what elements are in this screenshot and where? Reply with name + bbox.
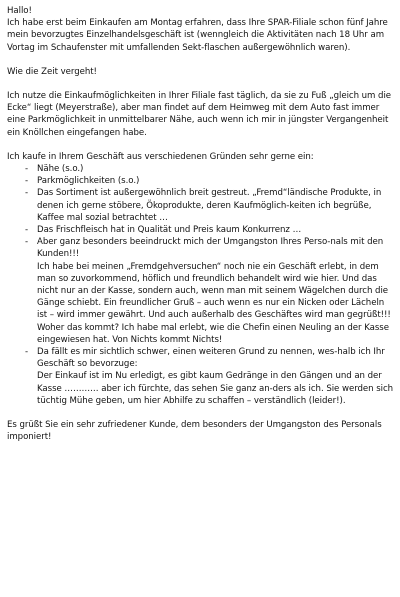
reasons-list — [7, 163, 395, 407]
list-item-text: Da fällt es mir sichtlich schwer, einen weiteren Grund zu nennen, wes-halb ich Ihr Geschäft so bevorzuge: — [37, 347, 385, 370]
list-item — [7, 224, 395, 236]
list-item — [7, 163, 395, 175]
list-item — [7, 187, 395, 224]
intro-paragraph: Ich habe erst beim Einkaufen am Montag erfahren, dass Ihre SPAR-Filiale schon fünf Jahre mein bevorzugtes Einzelhandelsgeschäft ist (wenngleich die Aktivitäten nach 18 Uhr am Vortag im Schaufenster mit umfallenden Sekt-flaschen außergewöhnlich waren). — [7, 18, 391, 53]
list-item-text: Das Frischfleisch hat in Qualität und Preis kaum Konkurrenz … — [37, 225, 302, 236]
usage-paragraph: Ich nutze die Einkaufmöglichkeiten in Ihrer Filiale fast täglich, da sie zu Fuß „gleich um die Ecke“ liegt (Meyerstraße), aber man findet auf dem Heimweg mit dem Auto fast immer eine Parkmöglichkeit in unmittelbarer Nähe, auch wenn ich mir in jüngster Vergangenheit ein Knöllchen eingefangen habe. — [7, 91, 394, 138]
list-item — [7, 175, 395, 187]
time-remark: Wie die Zeit vergeht! — [7, 66, 97, 77]
list-item-text: Das Sortiment ist außergewöhnlich breit gestreut. „Fremd“ländische Produkte, in denen ich gerne stöbere, Ökoprodukte, deren Kaufmöglich-keiten ich begrüße, Kaffee mal sozial betrachtet … — [37, 188, 382, 223]
bullet-dash: - — [25, 347, 29, 358]
list-item — [7, 346, 395, 407]
greeting: Hallo! — [7, 6, 32, 16]
list-item-detail: Ich habe bei meinen „Fremdgehversuchen“ noch nie ein Geschäft erlebt, in dem man so zuvorkommend, höflich und freundlich behandelt wird wie hier. Und das nicht nur an der Kasse, sondern auch, wenn man mit seinem Wägelchen durch die Gänge schiebt. Ein freundlicher Gruß – auch wenn es nur ein Nicken oder Lächeln ist – wird immer gewährt. Und auch außerhalb des Geschäftes wird man gegrüßt!!! Woher das kommt? Ich habe mal erlebt, wie die Chefin einen Neuling an der Kasse eingewiesen hat. Von Nichts kommt Nichts! — [37, 261, 394, 345]
spacer — [7, 78, 395, 90]
list-item-text: Aber ganz besonders beeindruckt mich der Umgangston Ihres Perso-nals mit den Kunden!!! — [37, 237, 384, 260]
reasons-intro: Ich kaufe in Ihrem Geschäft aus verschiedenen Gründen sehr gerne ein: — [7, 151, 314, 162]
spacer — [7, 54, 395, 66]
bullet-dash: - — [25, 188, 29, 199]
list-item-text: Nähe (s.o.) — [37, 164, 84, 175]
bullet-dash: - — [25, 164, 29, 175]
closing-paragraph: Es grüßt Sie ein sehr zufriedener Kunde, dem besonders der Umgangston des Personals imponiert! — [7, 420, 385, 443]
list-item-detail: Der Einkauf ist im Nu erledigt, es gibt kaum Gedränge in den Gängen und an der Kasse ………… aber ich fürchte, das sehen Sie ganz an-ders als ich. Sie werden sich tüchtig Mühe geben, um hier Abhilfe zu schaffen – verständlich (leider!). — [37, 371, 396, 406]
spacer — [7, 407, 395, 419]
bullet-dash: - — [25, 176, 29, 187]
spacer — [7, 139, 395, 151]
bullet-dash: - — [25, 225, 29, 236]
list-item — [7, 236, 395, 346]
letter-body — [7, 5, 395, 444]
list-item-text: Parkmöglichkeiten (s.o.) — [37, 176, 140, 187]
bullet-dash: - — [25, 237, 29, 248]
